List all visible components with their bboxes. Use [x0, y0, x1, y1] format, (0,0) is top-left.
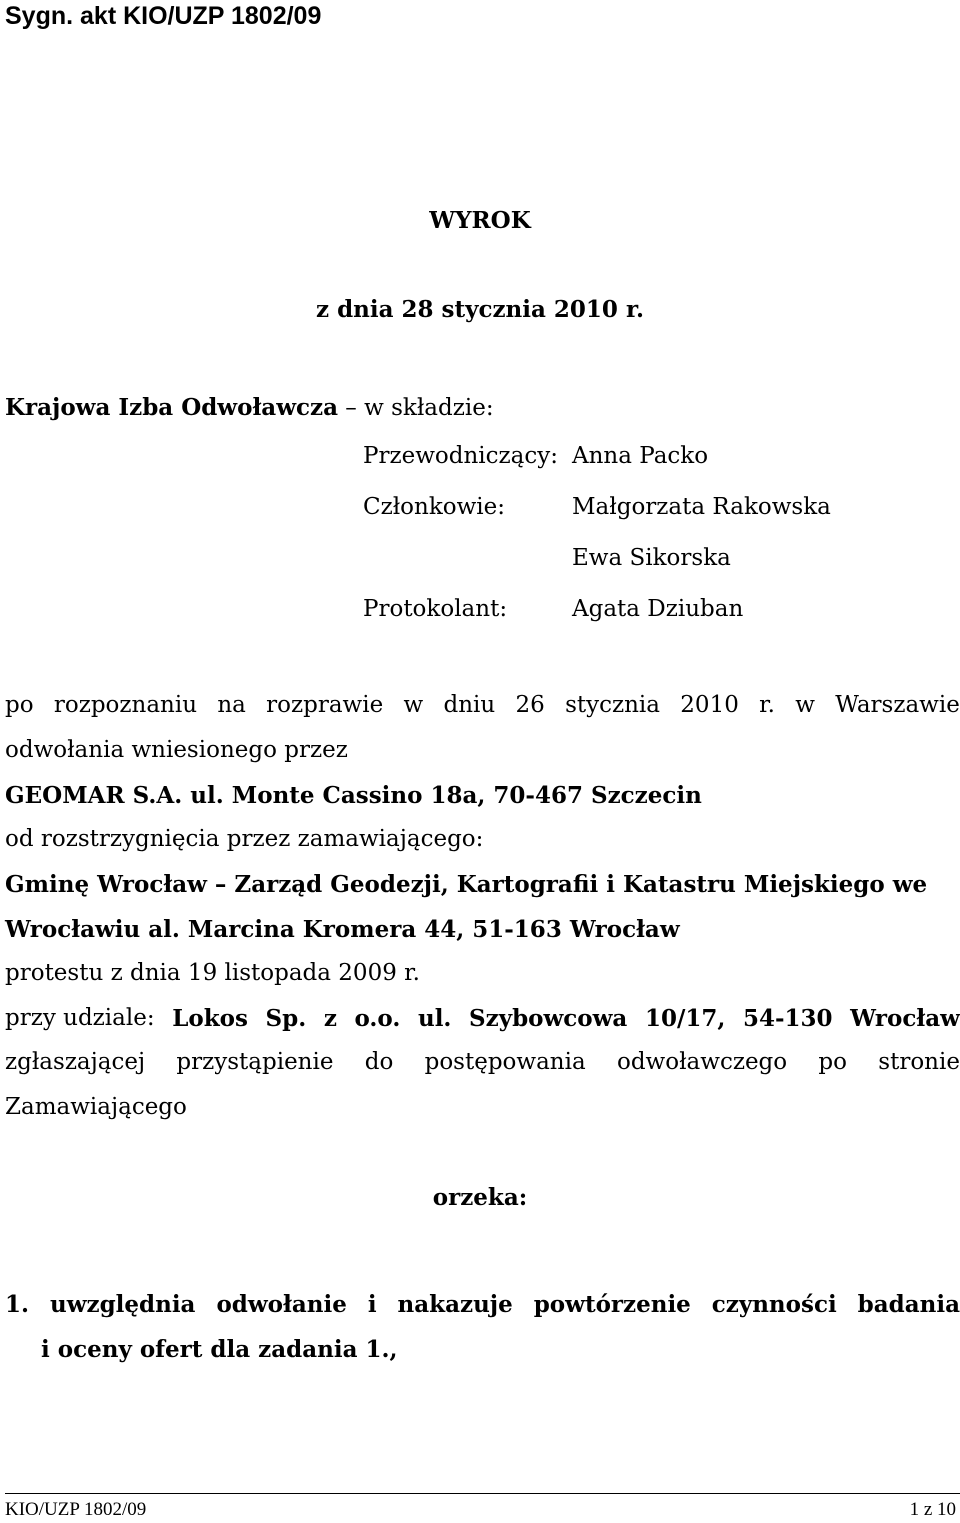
hearing-word: rozpoznaniu: [53, 692, 198, 718]
protest-line: protestu z dnia 19 listopada 2009 r.: [5, 960, 420, 986]
hearing-word: 26: [515, 692, 545, 718]
member-name: Ewa Sikorska: [572, 545, 731, 571]
clerk-name: Agata Dziuban: [572, 596, 744, 622]
hearing-line: [5, 694, 960, 717]
joining-word: stronie: [878, 1049, 960, 1075]
joining-word: odwoławczego: [616, 1049, 788, 1075]
footer-divider: [5, 1493, 960, 1494]
clerk-label: Protokolant:: [363, 596, 508, 622]
panel-intro-rest: – w składzie:: [337, 395, 494, 421]
judgment-date: z dnia 28 stycznia 2010 r.: [316, 296, 644, 323]
ruling-heading: orzeka:: [432, 1184, 528, 1211]
ruling-word: czynności: [711, 1291, 837, 1318]
hearing-word: rozprawie: [266, 692, 384, 718]
joining-word: postępowania: [424, 1049, 586, 1075]
hearing-word: 2010: [680, 692, 739, 718]
participant-word: Sp.: [265, 1005, 307, 1032]
ruling-word: i: [367, 1291, 377, 1318]
ruling-word: uwzględnia: [49, 1291, 196, 1318]
ruling-word: 1.: [5, 1291, 30, 1318]
hearing-word: dniu: [443, 692, 496, 718]
page-number: 1 z 10: [909, 1499, 956, 1520]
respondent-line-2: Wrocławiu al. Marcina Kromera 44, 51-163 Wrocław: [5, 916, 680, 943]
participation-line: [5, 1007, 960, 1030]
participant-word: 54-130: [742, 1005, 833, 1032]
from-line: od rozstrzygnięcia przez zamawiającego:: [5, 826, 484, 852]
hearing-word: po: [5, 692, 34, 718]
ruling-word: odwołanie: [216, 1291, 347, 1318]
judgment-title: WYROK: [429, 207, 531, 234]
participant-word: Szybowcowa: [469, 1005, 628, 1032]
footer-case-reference: KIO/UZP 1802/09: [5, 1499, 147, 1520]
participant-word: z: [323, 1005, 337, 1032]
appellant: GEOMAR S.A. ul. Monte Cassino 18a, 70-467 Szczecin: [5, 782, 702, 809]
panel-intro: [5, 396, 494, 420]
participant-word: ul.: [417, 1005, 452, 1032]
ruling-item-1: [5, 1293, 960, 1316]
hearing-word: na: [217, 692, 246, 718]
participant-word: Wrocław: [850, 1005, 960, 1032]
chair-label: Przewodniczący:: [363, 443, 558, 469]
appeal-line: odwołania wniesionego przez: [5, 737, 348, 763]
joining-line: [5, 1051, 960, 1074]
hearing-word: stycznia: [565, 692, 660, 718]
hearing-word: w: [403, 692, 424, 718]
hearing-word: w: [795, 692, 815, 718]
ruling-word: badania: [857, 1291, 960, 1318]
respondent-line-1: Gminę Wrocław – Zarząd Geodezji, Kartografii i Katastru Miejskiego we: [5, 871, 928, 898]
joining-word: zgłaszającej: [5, 1049, 146, 1075]
case-reference: Sygn. akt KIO/UZP 1802/09: [5, 2, 322, 30]
participation-prefix: przy udziale:: [5, 1005, 155, 1031]
ruling-word: powtórzenie: [533, 1291, 691, 1318]
participant-word: o.o.: [354, 1005, 401, 1032]
hearing-word: r.: [759, 692, 775, 718]
members-label: Członkowie:: [363, 494, 506, 520]
joining-line-2: Zamawiającego: [5, 1094, 187, 1120]
ruling-item-1-continuation: i oceny ofert dla zadania 1.,: [41, 1336, 398, 1363]
member-name: Małgorzata Rakowska: [572, 494, 831, 520]
hearing-word: Warszawie: [835, 692, 960, 718]
participant-word: 10/17,: [644, 1005, 726, 1032]
joining-word: do: [364, 1049, 394, 1075]
joining-word: po: [818, 1049, 847, 1075]
ruling-word: nakazuje: [397, 1291, 513, 1318]
chair-name: Anna Packo: [572, 443, 709, 469]
joining-word: przystąpienie: [176, 1049, 334, 1075]
chamber-name: Krajowa Izba Odwoławcza: [5, 394, 338, 421]
participant-word: Lokos: [172, 1005, 248, 1032]
